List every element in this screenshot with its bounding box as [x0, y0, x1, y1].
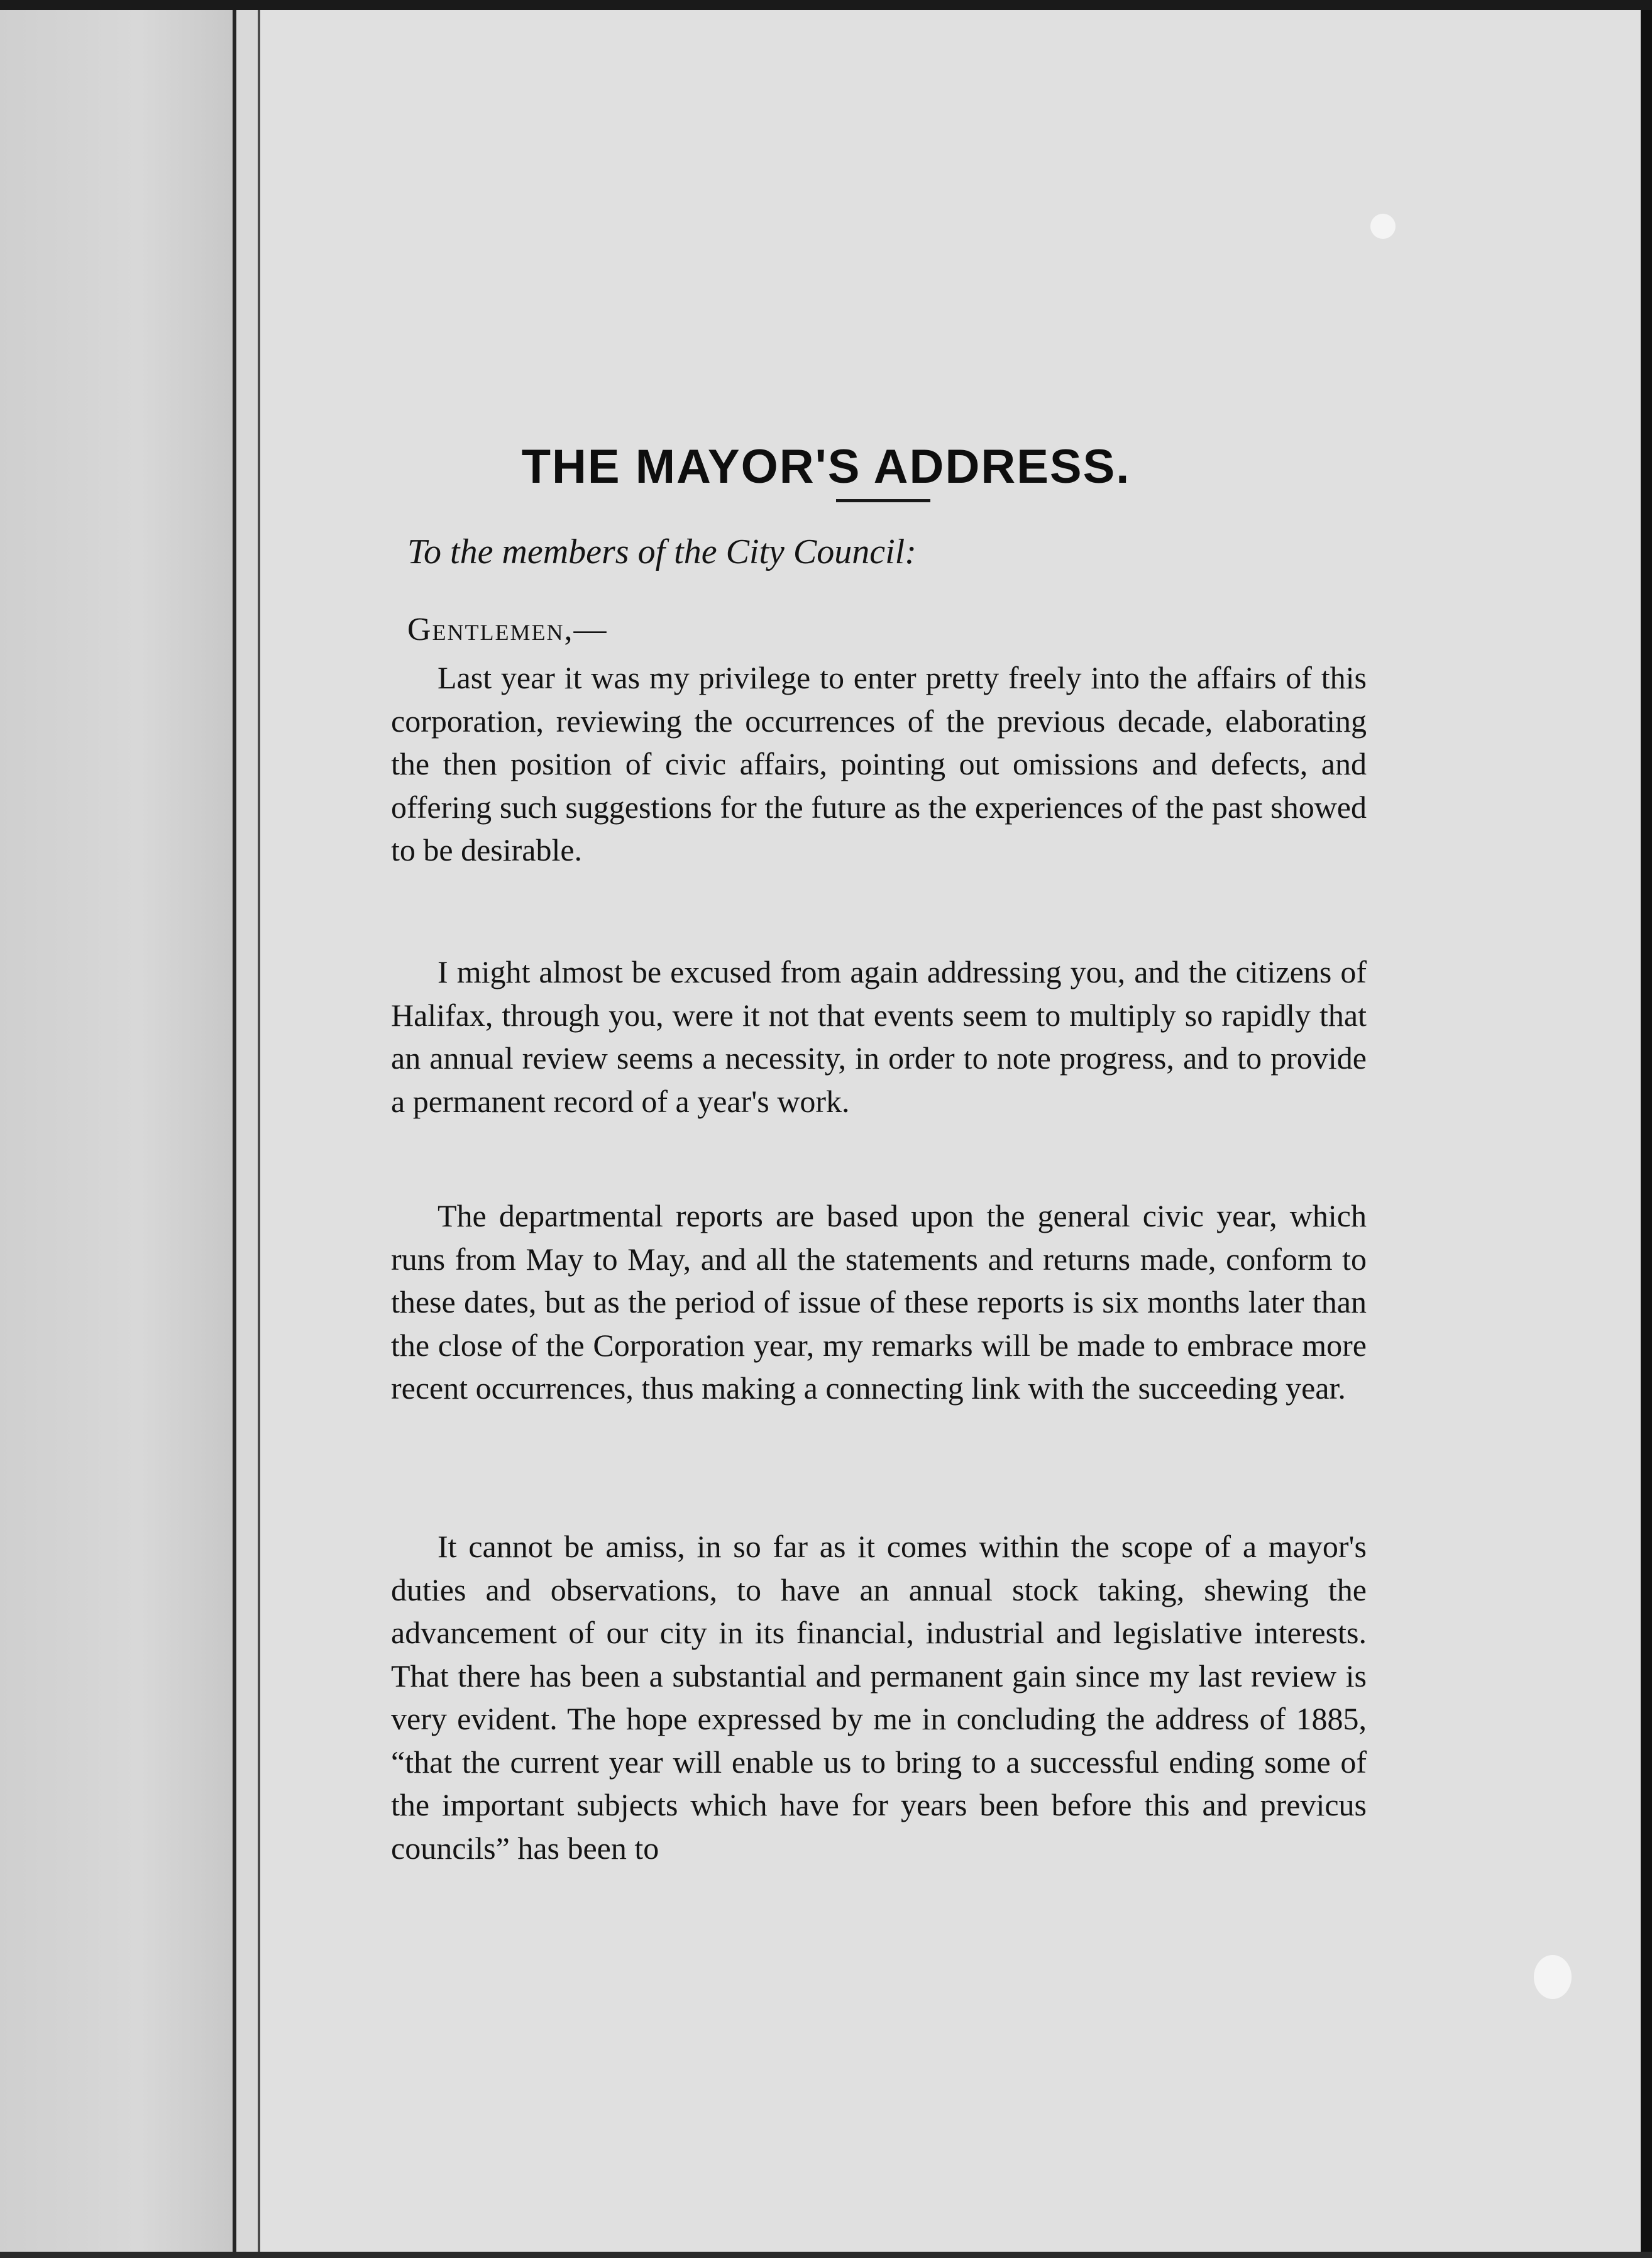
- salutation: To the members of the City Council:: [407, 532, 917, 571]
- scan-speck: [1534, 1955, 1572, 1999]
- paragraph-1: Last year it was my privilege to enter pretty freely into the affairs of this corporation, reviewing the occurrences of the previous decade, elaborating the then position of civic affairs, pointing out omissions and defects, and offering such suggestions for the future as the experiences of the past showed to be desirable.: [391, 660, 1367, 867]
- scan-bottom-border: [0, 2252, 1652, 2258]
- greeting: Gentlemen,—: [407, 612, 608, 647]
- binding-edge-dark: [233, 0, 236, 2258]
- previous-page-strip: [0, 0, 233, 2258]
- title-rule: [836, 499, 930, 502]
- scan-speck: [1370, 214, 1396, 239]
- scan-top-border: [0, 0, 1652, 10]
- paragraph-4: It cannot be amiss, in so far as it comes within the scope of a mayor's duties and observations, to have an annual stock taking, shewing the advancement of our city in its financial, industrial and legislative interests. That there has been a substantial and permanent gain since my last review is very evident. The hope expressed by me in concluding the address of 1885, “that the current year will enable us to bring to a successful ending some of the important subjects which have for years been before this and previcus councils” has been to: [391, 1529, 1367, 1866]
- document-page: [260, 0, 1652, 2258]
- paragraph-2: I might almost be excused from again addressing you, and the citizens of Halifax, through you, were it not that events seem to multiply so rapidly that an annual review seems a necessity, in order to note progress, and to provide a permanent record of a year's work.: [391, 954, 1367, 1119]
- binding-edge: [258, 0, 260, 2258]
- paragraph-3: The departmental reports are based upon the general civic year, which runs from May to May, and all the statements and returns made, conform to these dates, but as the period of issue of these reports is six months later than the close of the Corporation year, my remarks will be made to embrace more recent occurrences, thus making a connecting link with the succeeding year.: [391, 1198, 1367, 1406]
- page-title: THE MAYOR'S ADDRESS.: [521, 439, 1131, 493]
- scan-right-border: [1641, 0, 1652, 2258]
